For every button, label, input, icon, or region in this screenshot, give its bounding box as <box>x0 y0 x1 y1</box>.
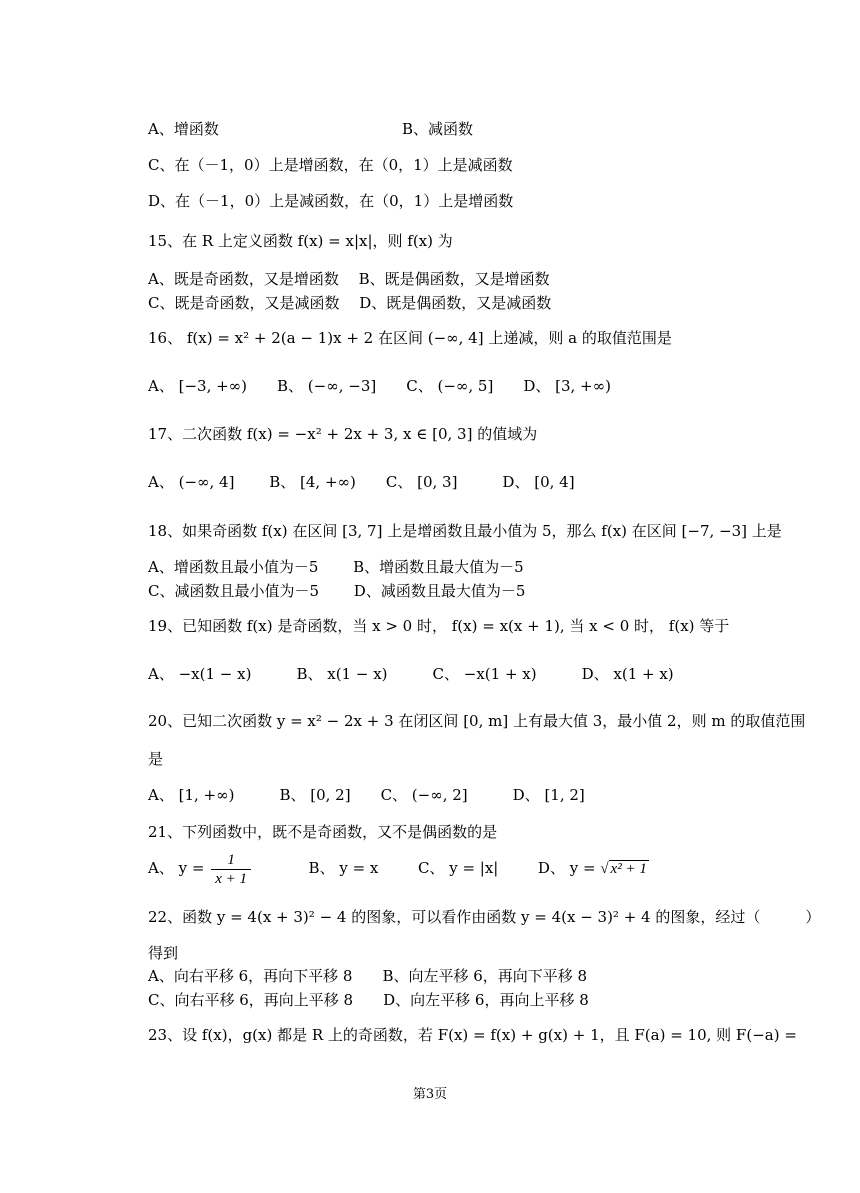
q14-option-c: C、在（－1，0）上是增函数，在（0，1）上是减函数 <box>148 156 513 174</box>
q21-stem: 21、下列函数中，既不是奇函数，又不是偶函数的是 <box>148 823 498 841</box>
q18-stem: 18、如果奇函数 f(x) 在区间 [3, 7] 上是增函数且最小值为 5，那么 f(x) 在区间 [−7, −3] 上是 <box>148 522 782 540</box>
q23-stem: 23、设 f(x)，g(x) 都是 R 上的奇函数，若 F(x) = f(x) + g(x) + 1，且 F(a) = 10, 则 F(−a) = <box>148 1026 797 1044</box>
q21-option-a-fraction <box>211 851 251 888</box>
q15-options-cd: C、既是奇函数，又是减函数 D、既是偶函数，又是减函数 <box>148 294 552 312</box>
q16-options: A、 [−3, +∞) B、 (−∞, −3] C、 (−∞, 5] D、 [3, +∞) <box>148 377 611 395</box>
q21-option-b: B、 y = x <box>308 859 379 877</box>
q21-option-a-label: A、 y = <box>148 859 205 877</box>
q14-option-a: A、增函数 <box>148 120 219 138</box>
q17-stem: 17、二次函数 f(x) = −x² + 2x + 3, x ∈ [0, 3] 的值域为 <box>148 425 538 443</box>
q20-stem: 20、已知二次函数 y = x² − 2x + 3 在闭区间 [0, m] 上有最大值 3，最小值 2，则 m 的取值范围 <box>148 712 806 730</box>
q17-options: A、 (−∞, 4] B、 [4, +∞) C、 [0, 3] D、 [0, 4] <box>148 473 575 491</box>
q21-option-d-label: D、 y = <box>537 859 596 877</box>
q22-stem: 22、函数 y = 4(x + 3)² − 4 的图象，可以看作由函数 y = 4(x − 3)² + 4 的图象，经过（ ） <box>148 908 821 926</box>
q22-options-cd: C、向右平移 6，再向上平移 8 D、向左平移 6，再向上平移 8 <box>148 991 589 1009</box>
q18-options-cd: C、减函数且最小值为－5 D、减函数且最大值为－5 <box>148 582 526 600</box>
fraction-numerator: 1 <box>211 851 251 870</box>
q22-options-ab: A、向右平移 6，再向下平移 8 B、向左平移 6，再向下平移 8 <box>148 967 588 985</box>
q18-options-ab: A、增函数且最小值为－5 B、增函数且最大值为－5 <box>148 558 524 576</box>
q19-options: A、 −x(1 − x) B、 x(1 − x) C、 −x(1 + x) D、 x(1 + x) <box>148 665 674 683</box>
q20-options: A、 [1, +∞) B、 [0, 2] C、 (−∞, 2] D、 [1, 2] <box>148 786 585 804</box>
q20-stem-continued: 是 <box>148 750 164 768</box>
q19-stem: 19、已知函数 f(x) 是奇函数，当 x > 0 时， f(x) = x(x + 1), 当 x < 0 时， f(x) 等于 <box>148 617 730 635</box>
q16-stem: 16、 f(x) = x² + 2(a − 1)x + 2 在区间 (−∞, 4] 上递减，则 a 的取值范围是 <box>148 329 672 347</box>
q14-option-d: D、在（－1，0）上是减函数，在（0，1）上是增函数 <box>148 192 514 210</box>
q21-option-c: C、 y = |x| <box>417 859 499 877</box>
fraction-denominator: x + 1 <box>215 870 247 887</box>
q21-options <box>148 848 649 889</box>
page-number: 第3页 <box>412 1087 448 1102</box>
radicand: x² + 1 <box>610 861 647 877</box>
q15-options-ab: A、既是奇函数，又是增函数 B、既是偶函数，又是增函数 <box>148 270 550 288</box>
q22-stem-continued: 得到 <box>148 944 179 962</box>
q21-option-d-sqrt: √ x² + 1 <box>600 861 647 877</box>
q14-option-b: B、减函数 <box>402 120 474 138</box>
q15-stem: 15、在 R 上定义函数 f(x) = x|x|，则 f(x) 为 <box>148 232 453 250</box>
